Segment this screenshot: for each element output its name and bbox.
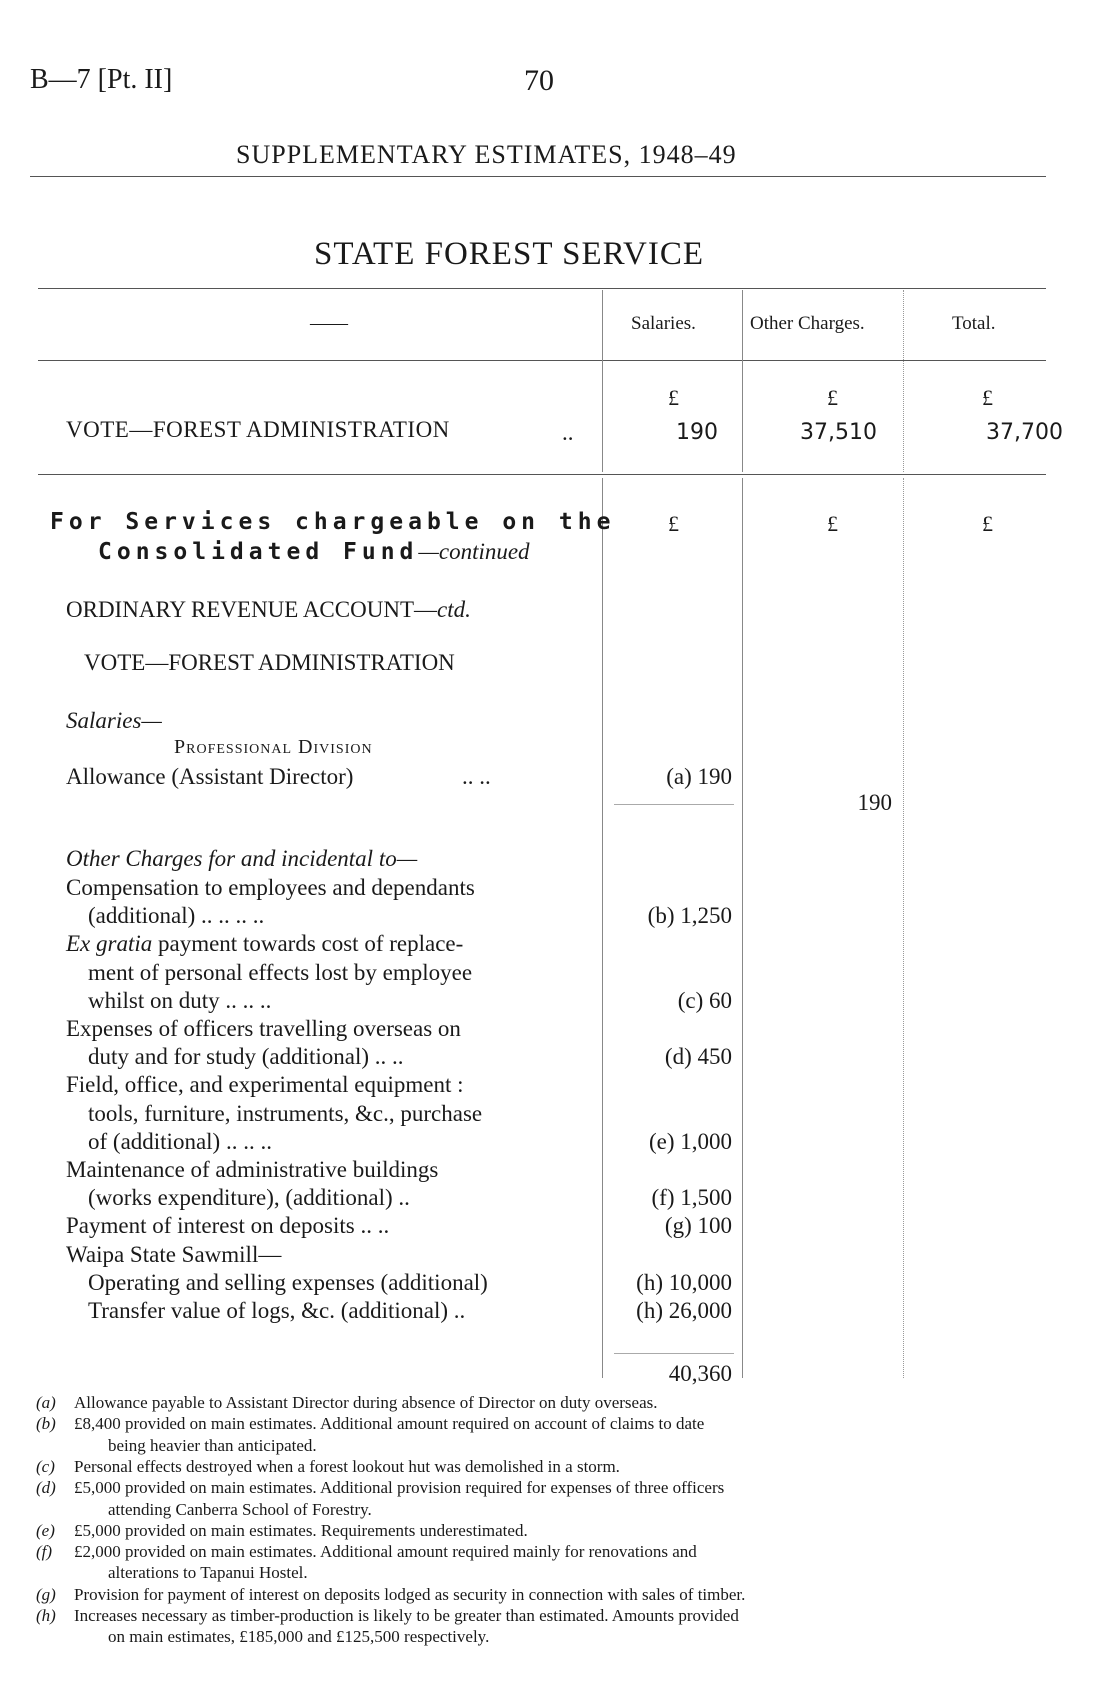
charge-line	[66, 931, 463, 957]
other-charges-heading: Other Charges for and incidental to—	[66, 846, 418, 871]
charge-line-text: (works expenditure), (additional) ..	[88, 1185, 410, 1211]
salaries-subtotal: 190	[857, 790, 892, 815]
charge-line	[66, 875, 475, 901]
footnote-text: £2,000 provided on main estimates. Additional amount required mainly for renovations and	[74, 1542, 697, 1562]
footnote-text: attending Canberra School of Forestry.	[108, 1499, 372, 1519]
column-header-rule	[38, 360, 1046, 361]
pound-sign: £	[827, 385, 838, 410]
subtotal-rule	[614, 804, 734, 805]
account-heading	[66, 597, 471, 623]
charge-line-text: ment of personal effects lost by employee	[88, 959, 473, 985]
footnote-text: alterations to Tapanui Hostel.	[108, 1563, 308, 1583]
charge-line	[66, 1157, 438, 1183]
charge-line-value: (h) 26,000	[636, 1298, 732, 1323]
charge-line-value: (e) 1,000	[648, 1128, 732, 1154]
column-header-blank: ——	[310, 313, 348, 334]
charge-line	[88, 960, 472, 986]
charge-line-text: duty and for study (additional) .. ..	[88, 1044, 404, 1070]
footnote-mark: (g)	[36, 1584, 56, 1604]
charge-line-value: (d) 450	[664, 1044, 732, 1070]
pound-sign: £	[668, 511, 679, 536]
page-title: SUPPLEMENTARY ESTIMATES, 1948–49	[236, 140, 737, 169]
column-divider	[903, 478, 904, 1378]
charge-line-text: Maintenance of administrative buildings	[66, 1157, 439, 1182]
page-number: 70	[524, 64, 554, 97]
footnote-text: £8,400 provided on main estimates. Additional amount required on account of claims to date	[74, 1414, 705, 1434]
summary-vote-label: VOTE—FOREST ADMINISTRATION	[66, 417, 450, 442]
footnote-text: Increases necessary as timber-production is likely to be greater than estimated. Amounts provided	[74, 1606, 739, 1625]
footnote-text: Allowance payable to Assistant Director during absence of Director on duty overseas.	[74, 1393, 658, 1412]
footnote-text: being heavier than anticipated.	[108, 1435, 317, 1455]
summary-other-charges: 37,510	[800, 420, 877, 445]
allowance-label: Allowance (Assistant Director)	[66, 764, 354, 789]
charge-line-text: whilst on duty .. .. ..	[88, 987, 272, 1013]
charge-line-text: Operating and selling expenses (additional)	[88, 1269, 488, 1295]
charge-line	[88, 1185, 410, 1211]
account-heading-text: ORDINARY REVENUE ACCOUNT—	[66, 597, 437, 622]
leader-dots: .. ..	[462, 764, 491, 789]
charge-line	[66, 1072, 463, 1098]
column-header-other-charges: Other Charges.	[750, 313, 865, 334]
footnote-text: £5,000 provided on main estimates. Additional provision required for expenses of three officers	[74, 1478, 725, 1498]
vote-heading: VOTE—FOREST ADMINISTRATION	[84, 650, 455, 675]
charge-line	[88, 1044, 404, 1070]
footnote-text: Provision for payment of interest on deposits lodged as security in connection with sales of timber.	[74, 1584, 746, 1604]
charge-line-text: Field, office, and experimental equipment :	[66, 1072, 464, 1098]
charge-line-text: Payment of interest on deposits .. ..	[66, 1213, 390, 1239]
footnote-mark: (a)	[36, 1393, 56, 1412]
charge-line	[88, 903, 264, 929]
document-reference: B—7 [Pt. II]	[30, 64, 173, 95]
charge-line-text: Waipa State Sawmill—	[66, 1241, 282, 1267]
column-divider	[742, 290, 743, 472]
footnote-text: Personal effects destroyed when a forest lookout hut was demolished in a storm.	[74, 1456, 620, 1476]
summary-total: 37,700	[986, 420, 1063, 445]
total-rule	[614, 1353, 734, 1354]
column-header-total: Total.	[952, 313, 996, 334]
footnote-mark: (b)	[36, 1414, 56, 1434]
column-divider	[903, 290, 904, 472]
charge-line	[88, 1101, 482, 1127]
salaries-heading: Salaries—	[66, 708, 162, 733]
footnote-mark: (d)	[36, 1478, 56, 1498]
column-divider	[742, 478, 743, 1378]
charge-line	[88, 1129, 272, 1155]
charge-line-value: (c) 60	[677, 987, 732, 1013]
charge-line-text: of (additional) .. .. ..	[88, 1128, 272, 1154]
charge-line	[88, 1270, 488, 1296]
footnote-mark: (h)	[36, 1606, 56, 1625]
services-continued: —continued	[418, 539, 530, 564]
account-heading-ctd: ctd.	[437, 597, 471, 622]
allowance-value: (a) 190	[666, 764, 732, 789]
summary-salaries: 190	[676, 420, 718, 445]
charge-line-text: (additional) .. .. .. ..	[88, 903, 265, 929]
charge-line-text: Transfer value of logs, &c. (additional) ..	[88, 1298, 466, 1323]
column-divider	[602, 478, 603, 1378]
charge-line-value: (g) 100	[664, 1213, 732, 1239]
charge-line	[88, 1298, 465, 1324]
pound-sign: £	[982, 385, 993, 410]
header-rule	[30, 176, 1046, 177]
division-heading: Professional Division	[174, 736, 373, 758]
footnote-mark: (c)	[36, 1456, 55, 1476]
services-heading: For Services chargeable on the	[50, 509, 616, 535]
services-fund-label: Consolidated Fund	[98, 539, 419, 565]
pound-sign: £	[982, 511, 993, 536]
charge-line-value: (b) 1,250	[647, 903, 732, 929]
footnote-mark: (f)	[36, 1542, 53, 1562]
column-divider	[602, 290, 603, 472]
leader-dots: ..	[562, 420, 574, 445]
charge-line-text: Compensation to employees and dependants	[66, 875, 475, 900]
charge-line-text: tools, furniture, instruments, &c., purchase	[88, 1100, 483, 1126]
table-top-rule	[38, 288, 1046, 289]
charge-line-text: Expenses of officers travelling overseas on	[66, 1016, 461, 1041]
pound-sign: £	[668, 385, 679, 410]
pound-sign: £	[827, 511, 838, 536]
charge-line	[66, 1213, 389, 1239]
charge-line	[88, 988, 271, 1014]
charge-line-italic: Ex gratia	[66, 931, 153, 957]
section-title: STATE FOREST SERVICE	[314, 236, 704, 272]
services-heading-line2	[98, 539, 530, 565]
charge-line-value: (f) 1,500	[651, 1185, 732, 1211]
footnote-text: on main estimates, £185,000 and £125,500 respectively.	[108, 1627, 490, 1647]
summary-rule	[38, 474, 1046, 475]
charge-line-value: (h) 10,000	[636, 1269, 732, 1295]
footnote-mark: (e)	[36, 1520, 55, 1540]
footnote-text: £5,000 provided on main estimates. Requirements underestimated.	[74, 1520, 528, 1540]
charge-line-text: payment towards cost of replace-	[152, 931, 464, 957]
charge-line	[66, 1242, 281, 1268]
column-header-salaries: Salaries.	[631, 313, 696, 334]
charge-line	[66, 1016, 461, 1042]
other-charges-total: 40,360	[668, 1361, 732, 1386]
